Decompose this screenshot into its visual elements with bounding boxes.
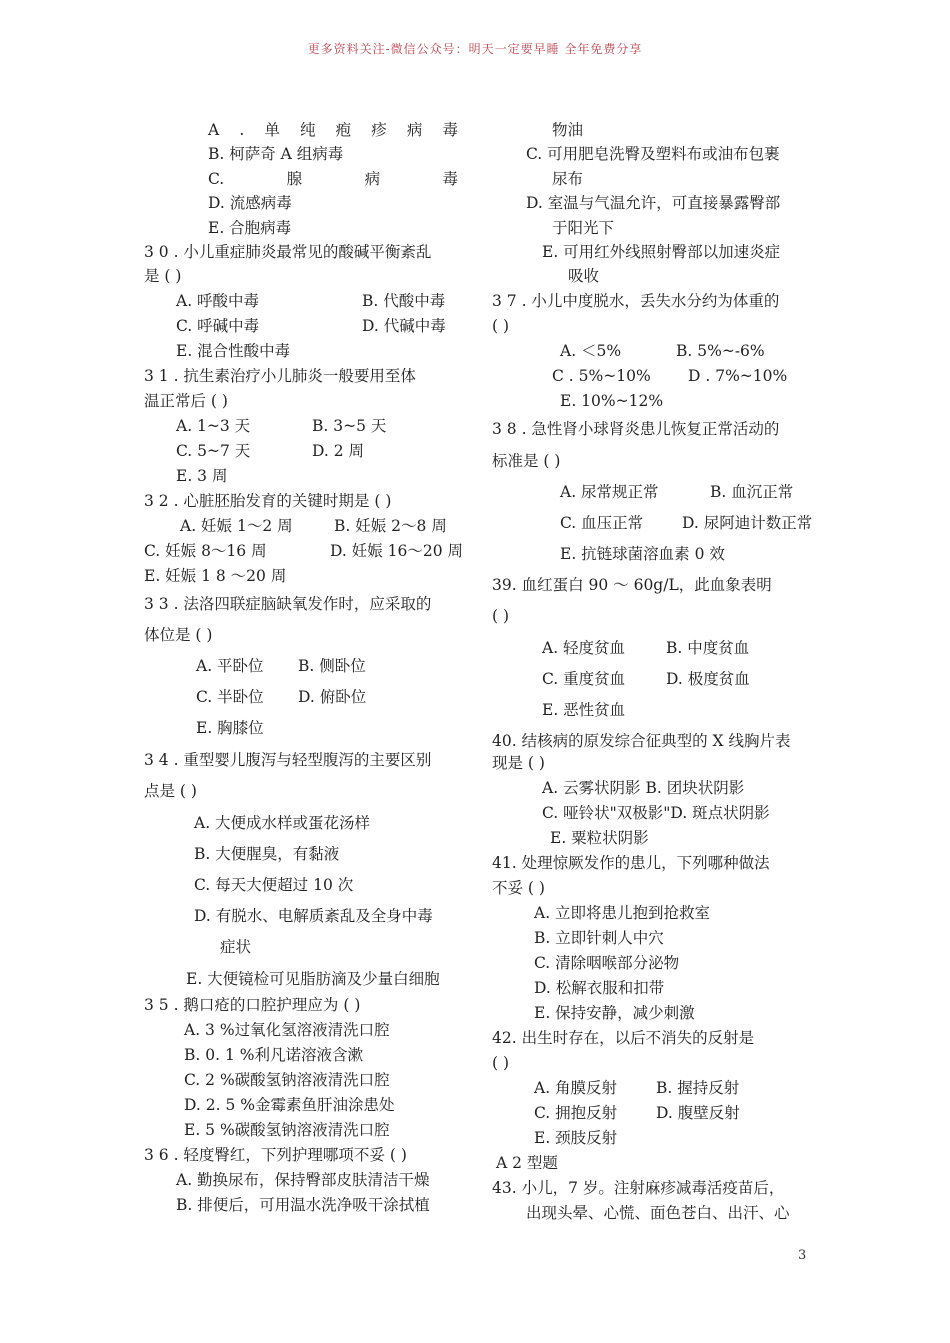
q32-option-b: B. 妊娠 2～8 周 — [334, 517, 447, 535]
q36-option-e: E. 可用红外线照射臀部以加速炎症 — [542, 243, 781, 261]
q32-option-c: C. 妊娠 8～16 周 — [144, 542, 267, 560]
q38-option-a: A. 尿常规正常 — [560, 483, 659, 501]
page-number: 3 — [798, 1248, 807, 1263]
q39-option-c: C. 重度贫血 — [542, 670, 626, 688]
q29-option-d: D. 流感病毒 — [208, 194, 292, 212]
page-header-banner: 更多资料关注-微信公众号：明天一定要早睡 全年免费分享 — [307, 42, 643, 56]
q31-option-d: D. 2 周 — [312, 442, 365, 460]
q36-option-a: A. 勤换尿布，保持臀部皮肤清洁干燥 — [176, 1171, 430, 1189]
q39-option-a: A. 轻度贫血 — [542, 639, 626, 657]
q30-option-e: E. 混合性酸中毒 — [176, 342, 291, 360]
q41-option-a: A. 立即将患儿抱到抢救室 — [534, 904, 711, 922]
q41-option-b: B. 立即针刺人中穴 — [534, 929, 664, 947]
q37-stem: 3 7 . 小儿中度脱水，丢失水分约为体重的 — [492, 292, 780, 310]
q30-stem: 3 0 . 小儿重症肺炎最常见的酸碱平衡紊乱 — [144, 243, 432, 261]
q37-option-b: B. 5%~-6% — [676, 342, 765, 360]
q30-option-b: B. 代酸中毒 — [362, 292, 446, 310]
q36-option-e-cont: 吸收 — [568, 267, 600, 285]
q35-option-b: B. 0. 1 %利凡诺溶液含漱 — [184, 1046, 363, 1064]
q34-option-d-cont: 症状 — [220, 938, 252, 956]
q39-option-d: D. 极度贫血 — [666, 670, 750, 688]
q36-option-b-cont: 物油 — [552, 121, 584, 139]
q35-option-d: D. 2. 5 %金霉素鱼肝油涂患处 — [184, 1096, 395, 1114]
q35-option-c: C. 2 %碳酸氢钠溶液清洗口腔 — [184, 1071, 390, 1089]
q33-stem-cont: 体位是 ( ) — [144, 626, 213, 644]
q39-stem: 39. 血红蛋白 90 ～ 60g/L，此血象表明 — [492, 576, 772, 594]
q38-option-b: B. 血沉正常 — [710, 483, 794, 501]
q29-option-a: A . 单 纯 疱 疹 病 毒 — [208, 121, 458, 139]
q43-stem-cont: 出现头晕、心慌、面色苍白、出汗、心 — [526, 1204, 790, 1222]
q42-option-b: B. 握持反射 — [656, 1079, 740, 1097]
q41-option-c: C. 清除咽喉部分泌物 — [534, 954, 680, 972]
q31-option-c: C. 5~7 天 — [176, 442, 251, 460]
q33-option-c: C. 半卧位 — [196, 688, 264, 706]
q38-stem-cont: 标准是 ( ) — [492, 452, 561, 470]
q36-option-c-cont: 尿布 — [552, 170, 584, 188]
q33-option-d: D. 俯卧位 — [298, 688, 367, 706]
q36-option-d: D. 室温与气温允许，可直接暴露臀部 — [526, 194, 781, 212]
q38-stem: 3 8 . 急性肾小球肾炎患儿恢复正常活动的 — [492, 420, 780, 438]
q33-option-e: E. 胸膝位 — [196, 719, 264, 737]
q37-option-a: A. ＜5% — [560, 342, 622, 360]
q31-option-e: E. 3 周 — [176, 467, 228, 485]
q33-option-b: B. 侧卧位 — [298, 657, 366, 675]
q37-option-c: C . 5%~10% — [552, 367, 651, 385]
q41-option-d: D. 松解衣服和扣带 — [534, 979, 665, 997]
q41-option-e: E. 保持安静，减少刺激 — [534, 1004, 695, 1022]
q35-option-a: A. 3 %过氧化氢溶液清洗口腔 — [184, 1021, 390, 1039]
q42-stem: 42. 出生时存在，以后不消失的反射是 — [492, 1029, 755, 1047]
q42-option-a: A. 角膜反射 — [534, 1079, 618, 1097]
q37-option-e: E. 10%~12% — [560, 392, 664, 410]
q29-option-c: C. 腺 病 毒 — [208, 170, 458, 188]
q32-option-a: A. 妊娠 1～2 周 — [180, 517, 293, 535]
q36-option-c: C. 可用肥皂洗臀及塑料布或油布包裹 — [526, 145, 780, 163]
q31-stem-cont: 温正常后 ( ) — [144, 392, 228, 410]
q40-stem-cont: 现是 ( ) — [492, 754, 545, 772]
q36-option-d-cont: 于阳光下 — [552, 219, 615, 237]
q32-stem: 3 2 . 心脏胚胎发育的关键时期是 ( ) — [144, 492, 392, 510]
q31-option-b: B. 3~5 天 — [312, 417, 387, 435]
q30-option-a: A. 呼酸中毒 — [176, 292, 260, 310]
q37-option-d: D . 7%~10% — [688, 367, 788, 385]
q42-option-e: E. 颈肢反射 — [534, 1129, 618, 1147]
q31-stem: 3 1 . 抗生素治疗小儿肺炎一般要用至体 — [144, 367, 416, 385]
q30-option-d: D. 代碱中毒 — [362, 317, 446, 335]
q33-stem: 3 3 . 法洛四联症脑缺氧发作时，应采取的 — [144, 595, 432, 613]
q31-option-a: A. 1~3 天 — [176, 417, 251, 435]
q42-option-c: C. 拥抱反射 — [534, 1104, 618, 1122]
q39-stem-cont: ( ) — [492, 607, 510, 625]
q34-stem: 3 4 . 重型婴儿腹泻与轻型腹泻的主要区别 — [144, 751, 432, 769]
q41-stem-cont: 不妥 ( ) — [492, 879, 545, 897]
q30-stem-cont: 是 ( ) — [144, 267, 182, 285]
q33-option-a: A. 平卧位 — [196, 657, 264, 675]
q35-stem: 3 5 . 鹅口疮的口腔护理应为 ( ) — [144, 996, 361, 1014]
q35-option-e: E. 5 %碳酸氢钠溶液清洗口腔 — [184, 1121, 390, 1139]
q41-stem: 41. 处理惊厥发作的患儿，下列哪种做法 — [492, 854, 770, 872]
q42-stem-cont: ( ) — [492, 1054, 510, 1072]
q36-stem: 3 6 . 轻度臀红，下列护理哪项不妥 ( ) — [144, 1146, 407, 1164]
q29-option-e: E. 合胞病毒 — [208, 219, 292, 237]
q34-option-d: D. 有脱水、电解质紊乱及全身中毒 — [194, 907, 433, 925]
q38-option-e: E. 抗链球菌溶血素 0 效 — [560, 545, 725, 563]
q29-option-b: B. 柯萨奇 A 组病毒 — [208, 145, 344, 163]
q38-option-d: D. 尿阿迪计数正常 — [682, 514, 813, 532]
q40-option-cd: C. 哑铃状"双极影"D. 斑点状阴影 — [542, 804, 770, 822]
q32-option-d: D. 妊娠 16～20 周 — [330, 542, 464, 560]
q40-stem: 40. 结核病的原发综合征典型的 X 线胸片表 — [492, 732, 791, 750]
q34-stem-cont: 点是 ( ) — [144, 782, 197, 800]
q32-option-e: E. 妊娠 1 8 ～20 周 — [144, 567, 287, 585]
q34-option-b: B. 大便腥臭，有黏液 — [194, 845, 340, 863]
q36-option-b: B. 排便后，可用温水洗净吸干涂拭植 — [176, 1196, 430, 1214]
q34-option-c: C. 每天大便超过 10 次 — [194, 876, 354, 894]
q30-option-c: C. 呼碱中毒 — [176, 317, 260, 335]
q37-stem-cont: ( ) — [492, 317, 510, 335]
q34-option-a: A. 大便成水样或蛋花汤样 — [194, 814, 371, 832]
q43-stem: 43. 小儿，7 岁。注射麻疹减毒活疫苗后， — [492, 1179, 785, 1197]
q39-option-e: E. 恶性贫血 — [542, 701, 626, 719]
q40-option-ab: A. 云雾状阴影 B. 团块状阴影 — [542, 779, 745, 797]
q38-option-c: C. 血压正常 — [560, 514, 644, 532]
q40-option-e: E. 粟粒状阴影 — [550, 829, 649, 847]
q42-option-d: D. 腹壁反射 — [656, 1104, 740, 1122]
section-heading-a2: A 2 型题 — [496, 1154, 558, 1172]
q39-option-b: B. 中度贫血 — [666, 639, 750, 657]
q34-option-e: E. 大便镜检可见脂肪滴及少量白细胞 — [186, 970, 440, 988]
